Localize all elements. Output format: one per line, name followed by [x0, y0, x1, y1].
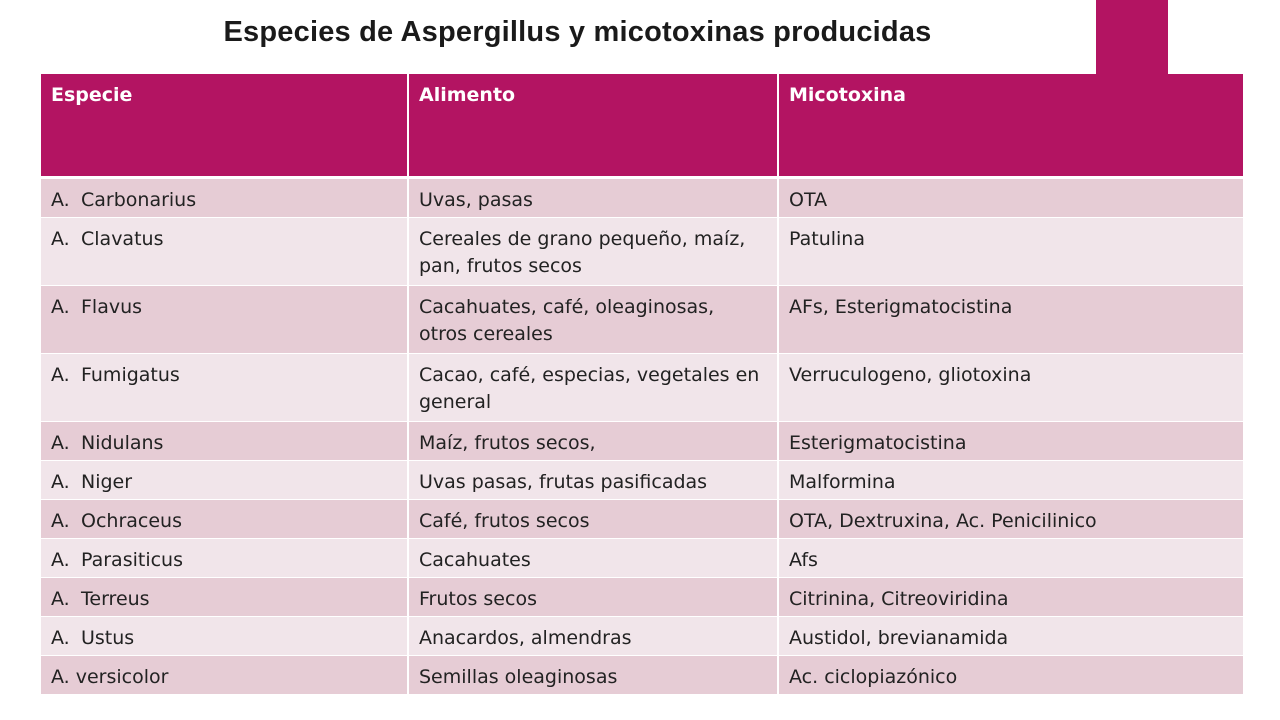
cell-alimento: Cereales de grano pequeño, maíz, pan, frutos secos — [409, 218, 779, 286]
table-row — [41, 218, 1243, 286]
cell-alimento: Cacao, café, especias, vegetales en general — [409, 354, 779, 422]
cell-micotoxina: Citrinina, Citreoviridina — [779, 578, 1243, 617]
header-especie: Especie — [41, 74, 409, 179]
cell-micotoxina: Afs — [779, 539, 1243, 578]
cell-alimento: Frutos secos — [409, 578, 779, 617]
table-row — [41, 461, 1243, 500]
table-row — [41, 354, 1243, 422]
header-micotoxina: Micotoxina — [779, 74, 1243, 179]
cell-micotoxina: AFs, Esterigmatocistina — [779, 286, 1243, 354]
table-row — [41, 656, 1243, 695]
cell-alimento: Semillas oleaginosas — [409, 656, 779, 695]
cell-especie: A. versicolor — [41, 656, 409, 695]
table-row — [41, 179, 1243, 218]
cell-especie: A. Clavatus — [41, 218, 409, 286]
cell-micotoxina: OTA, Dextruxina, Ac. Penicilinico — [779, 500, 1243, 539]
cell-especie: A. Ochraceus — [41, 500, 409, 539]
cell-micotoxina: Austidol, brevianamida — [779, 617, 1243, 656]
accent-bar — [1096, 0, 1168, 74]
species-table — [41, 74, 1243, 695]
cell-especie: A. Carbonarius — [41, 179, 409, 218]
table-row — [41, 617, 1243, 656]
table-row — [41, 578, 1243, 617]
cell-micotoxina: Ac. ciclopiazónico — [779, 656, 1243, 695]
table-row — [41, 500, 1243, 539]
cell-alimento: Uvas, pasas — [409, 179, 779, 218]
cell-alimento: Anacardos, almendras — [409, 617, 779, 656]
cell-micotoxina: OTA — [779, 179, 1243, 218]
cell-alimento: Uvas pasas, frutas pasificadas — [409, 461, 779, 500]
table-row — [41, 422, 1243, 461]
cell-especie: A. Flavus — [41, 286, 409, 354]
cell-especie: A. Fumigatus — [41, 354, 409, 422]
cell-micotoxina: Esterigmatocistina — [779, 422, 1243, 461]
table-row — [41, 286, 1243, 354]
cell-alimento: Cacahuates — [409, 539, 779, 578]
cell-especie: A. Parasiticus — [41, 539, 409, 578]
cell-micotoxina: Patulina — [779, 218, 1243, 286]
cell-especie: A. Niger — [41, 461, 409, 500]
cell-especie: A. Terreus — [41, 578, 409, 617]
cell-alimento: Maíz, frutos secos, — [409, 422, 779, 461]
cell-especie: A. Nidulans — [41, 422, 409, 461]
slide-title: Especies de Aspergillus y micotoxinas producidas — [223, 16, 932, 48]
cell-especie: A. Ustus — [41, 617, 409, 656]
cell-alimento: Café, frutos secos — [409, 500, 779, 539]
cell-micotoxina: Verruculogeno, gliotoxina — [779, 354, 1243, 422]
header-row — [41, 74, 1243, 179]
cell-micotoxina: Malformina — [779, 461, 1243, 500]
table-row — [41, 539, 1243, 578]
header-alimento: Alimento — [409, 74, 779, 179]
cell-alimento: Cacahuates, café, oleaginosas, otros cereales — [409, 286, 779, 354]
